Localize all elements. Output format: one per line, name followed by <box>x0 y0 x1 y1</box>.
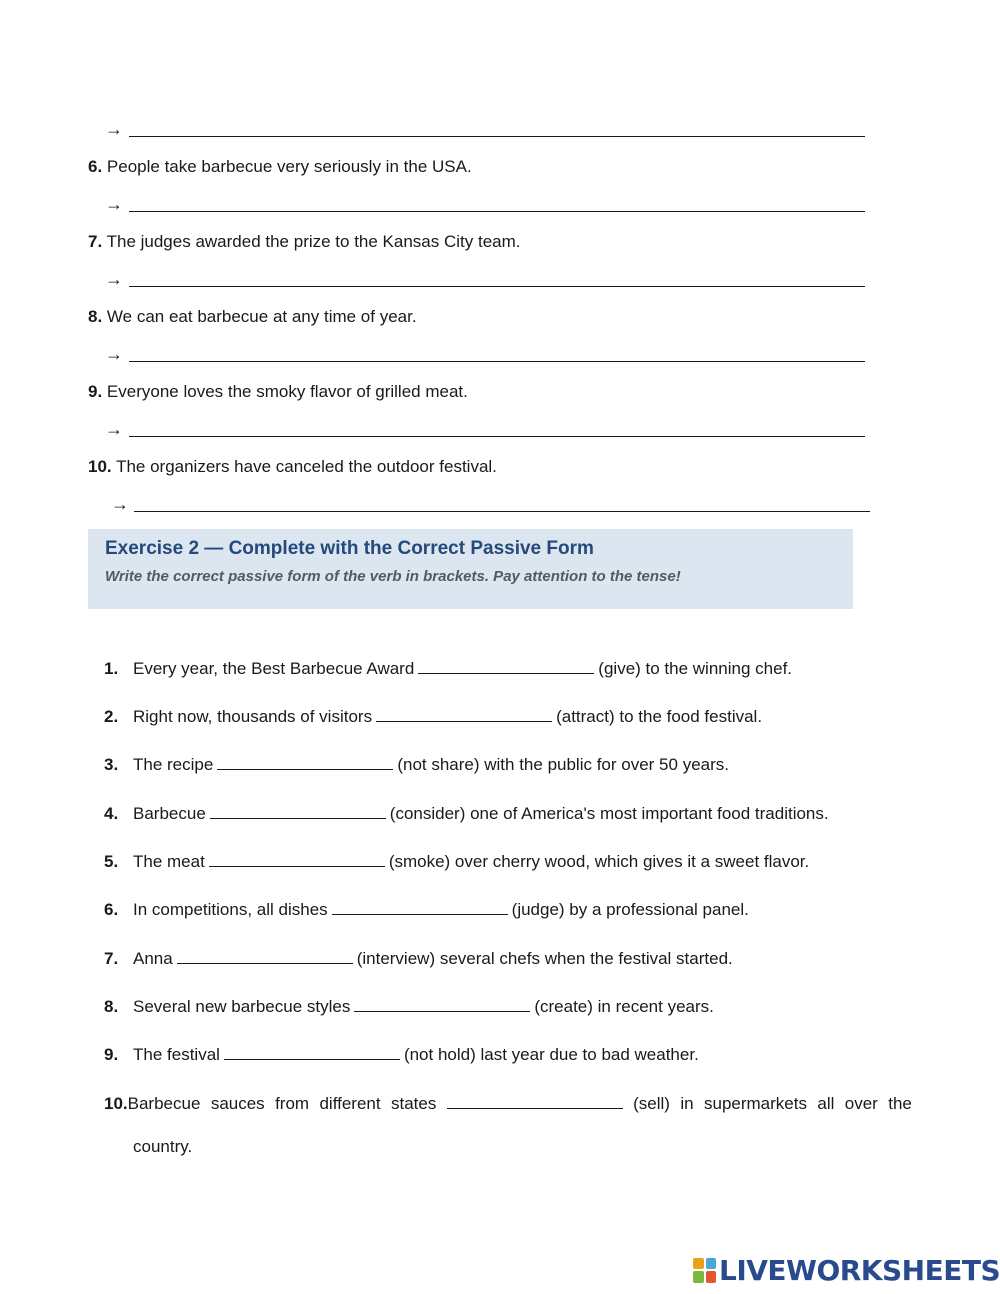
exercise-title: Exercise 2 — Complete with the Correct Passive Form <box>105 538 594 559</box>
answer-arrow: → <box>105 419 123 439</box>
fill-item-8 <box>104 997 714 1017</box>
word: Barbecue <box>127 1094 201 1113</box>
logo-text: LIVEWORKSHEETS <box>719 1253 1000 1287</box>
word: (sell) <box>633 1094 670 1113</box>
text-before: Several new barbecue styles <box>133 997 351 1016</box>
rewrite-item-10 <box>88 457 497 477</box>
text-after: (consider) one of America's most important food traditions. <box>389 804 829 823</box>
text-after: (smoke) over cherry wood, which gives it a sweet flavor. <box>388 852 810 871</box>
answer-line[interactable] <box>129 211 865 212</box>
rewrite-item-7 <box>88 232 521 252</box>
answer-line[interactable] <box>129 136 865 137</box>
answer-blank[interactable] <box>209 852 385 867</box>
word: all <box>817 1094 835 1113</box>
text-after: (create) in recent years. <box>534 997 714 1016</box>
item-sentence: The organizers have canceled the outdoor festival. <box>116 457 497 476</box>
answer-blank[interactable] <box>210 804 386 819</box>
item-number: 7. <box>88 232 103 251</box>
answer-blank[interactable] <box>447 1094 623 1109</box>
liveworksheets-logo-icon <box>693 1258 716 1283</box>
answer-blank[interactable] <box>217 755 393 770</box>
item-number: 9. <box>104 1045 119 1064</box>
answer-blank[interactable] <box>332 900 508 915</box>
text-after: (judge) by a professional panel. <box>511 900 749 919</box>
fill-item-7 <box>104 949 733 969</box>
answer-line[interactable] <box>134 511 870 512</box>
item-number: 8. <box>88 307 103 326</box>
text-before: The recipe <box>133 755 214 774</box>
answer-arrow: → <box>105 119 123 139</box>
text-before: The festival <box>133 1045 220 1064</box>
item-sentence: People take barbecue very seriously in the USA. <box>106 157 472 176</box>
rewrite-item-8 <box>88 307 417 327</box>
item-number: 2. <box>104 707 119 726</box>
item-number: 4. <box>104 804 119 823</box>
answer-arrow: → <box>105 194 123 214</box>
word: different <box>319 1094 381 1113</box>
answer-line[interactable] <box>129 286 865 287</box>
item-number: 9. <box>88 382 103 401</box>
text-after: (give) to the winning chef. <box>598 659 793 678</box>
word: from <box>275 1094 310 1113</box>
exercise-2-header <box>88 529 853 609</box>
word: in <box>680 1094 694 1113</box>
word: over <box>844 1094 878 1113</box>
fill-item-10 <box>104 1094 912 1157</box>
fill-item-4 <box>104 804 829 824</box>
word: states <box>390 1094 437 1113</box>
text-before: Every year, the Best Barbecue Award <box>133 659 415 678</box>
word: sauces <box>210 1094 265 1113</box>
item-number: 10. <box>104 1094 128 1113</box>
exercise-instructions: Write the correct passive form of the verb in brackets. Pay attention to the tense! <box>105 568 681 585</box>
item-number: 6. <box>104 900 119 919</box>
rewrite-item-6 <box>88 157 472 177</box>
item-number: 5. <box>104 852 119 871</box>
text-before: Barbecue <box>133 804 206 823</box>
item-number: 7. <box>104 949 119 968</box>
item-number: 8. <box>104 997 119 1016</box>
answer-blank[interactable] <box>376 707 552 722</box>
text-before: The meat <box>133 852 205 871</box>
answer-blank[interactable] <box>354 997 530 1012</box>
item-line-2: country. <box>133 1137 193 1156</box>
fill-item-3 <box>104 755 729 775</box>
word: the <box>888 1094 912 1113</box>
item-number: 6. <box>88 157 103 176</box>
word: supermarkets <box>703 1094 807 1113</box>
item-lead <box>104 1094 200 1114</box>
text-after: (attract) to the food festival. <box>556 707 763 726</box>
item-number: 10. <box>88 457 112 476</box>
answer-line[interactable] <box>129 436 865 437</box>
item-sentence: We can eat barbecue at any time of year. <box>106 307 417 326</box>
fill-item-5 <box>104 852 809 872</box>
fill-item-2 <box>104 707 762 727</box>
answer-arrow: → <box>111 494 129 514</box>
text-after: (not hold) last year due to bad weather. <box>403 1045 699 1064</box>
item-number: 1. <box>104 659 119 678</box>
fill-item-9 <box>104 1045 699 1065</box>
text-before: Right now, thousands of visitors <box>133 707 373 726</box>
answer-arrow: → <box>105 269 123 289</box>
item-sentence: Everyone loves the smoky flavor of grilled meat. <box>106 382 468 401</box>
answer-blank[interactable] <box>224 1045 400 1060</box>
item-number: 3. <box>104 755 119 774</box>
text-after: (not share) with the public for over 50 years. <box>397 755 729 774</box>
answer-blank[interactable] <box>177 949 353 964</box>
liveworksheets-logo <box>693 1253 1000 1287</box>
fill-item-1 <box>104 659 792 679</box>
text-after: (interview) several chefs when the festival started. <box>356 949 733 968</box>
fill-item-6 <box>104 900 749 920</box>
answer-blank[interactable] <box>418 659 594 674</box>
item-line-1 <box>104 1094 912 1114</box>
text-before: Anna <box>133 949 173 968</box>
text-before: In competitions, all dishes <box>133 900 328 919</box>
item-sentence: The judges awarded the prize to the Kansas City team. <box>106 232 521 251</box>
rewrite-item-9 <box>88 382 468 402</box>
answer-line[interactable] <box>129 361 865 362</box>
answer-arrow: → <box>105 344 123 364</box>
